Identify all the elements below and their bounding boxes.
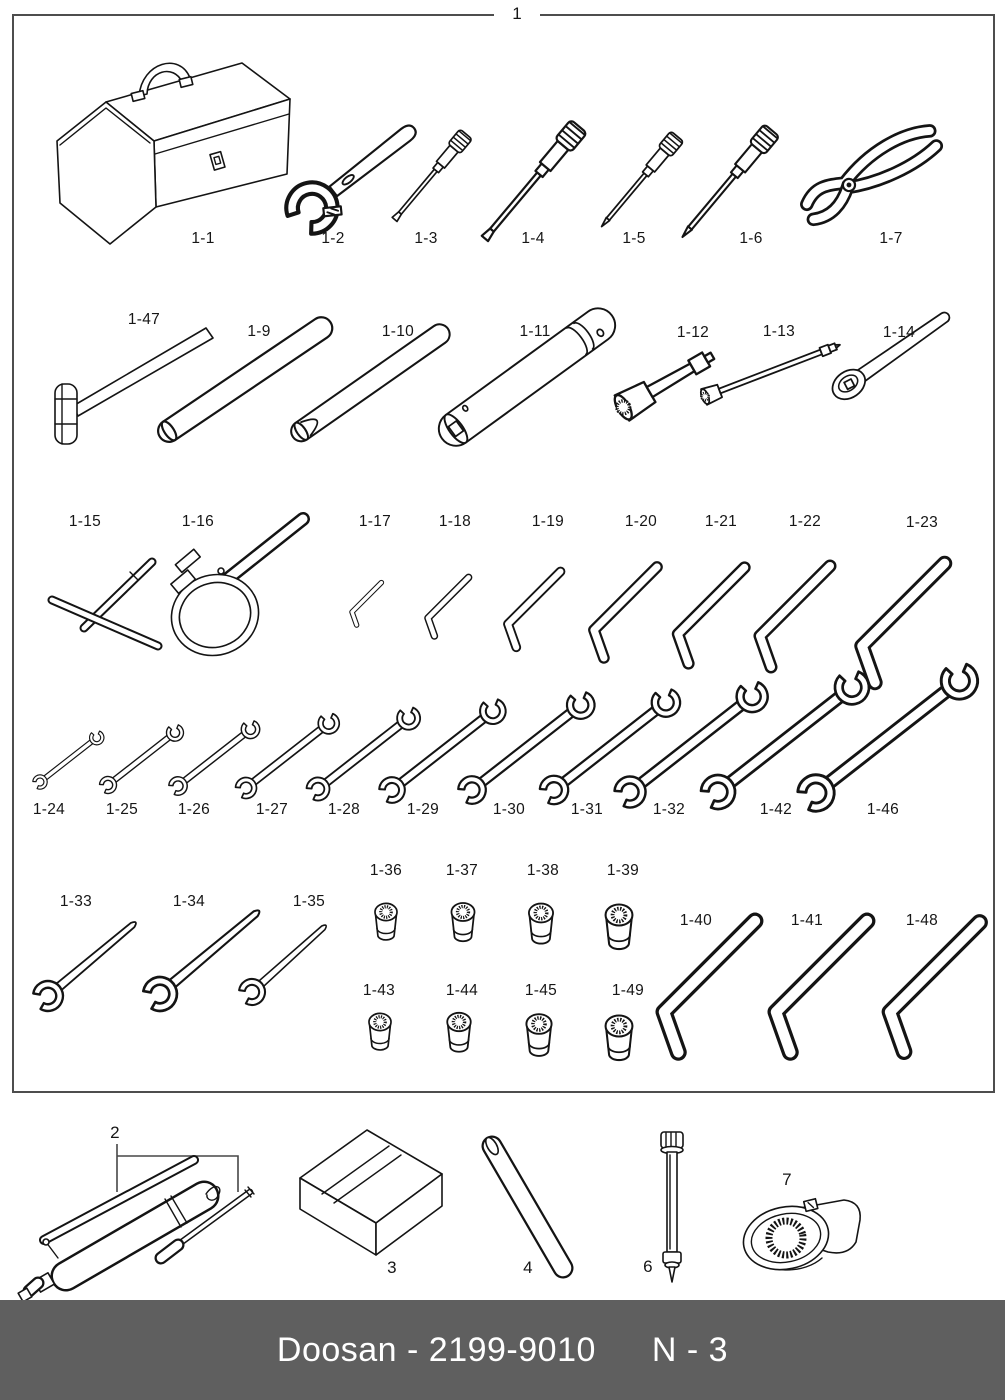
part-label-1-27: 1-27 (255, 801, 289, 818)
hex-key-illustration (760, 566, 830, 667)
open-end-wrench-illustration (693, 658, 883, 819)
hex-key-illustration (508, 572, 561, 648)
ring-adapter-illustration (737, 1199, 860, 1278)
part-label-1-31: 1-31 (570, 801, 604, 818)
toolbox-illustration (57, 63, 290, 244)
part-label-1-19: 1-19 (531, 513, 565, 530)
part-label-1-23: 1-23 (905, 514, 939, 531)
part-label-1-4: 1-4 (521, 230, 545, 247)
part-label-1-44: 1-44 (445, 982, 479, 999)
footer-page-code: N - 3 (651, 1330, 729, 1369)
hex-key-illustration (890, 922, 980, 1051)
part-label-1-34: 1-34 (172, 893, 206, 910)
open-end-wrench-illustration (29, 725, 109, 793)
screwdriver-phillips-small-illustration (595, 131, 683, 232)
hex-key-illustration (862, 563, 945, 682)
part-label-1-2: 1-2 (321, 230, 345, 247)
part-label-1-9: 1-9 (247, 323, 271, 340)
part-label-1-13: 1-13 (762, 323, 796, 340)
part-label-2: 2 (110, 1123, 120, 1142)
carton-box-illustration (300, 1130, 442, 1255)
hex-key-illustration (594, 567, 657, 658)
oil-filter-wrench-illustration (160, 519, 303, 668)
part-label-1-40: 1-40 (679, 912, 713, 929)
hex-key-illustration (664, 921, 755, 1052)
part-label-1-32: 1-32 (652, 801, 686, 818)
open-end-wrench-illustration (373, 689, 516, 810)
part-label-1-14: 1-14 (882, 324, 916, 341)
grease-gun-illustration (18, 1160, 220, 1302)
part-label-1-35: 1-35 (292, 893, 326, 910)
part-label-1-36: 1-36 (369, 862, 403, 879)
open-end-wrench-illustration (301, 699, 429, 808)
hex-key-illustration (428, 577, 469, 636)
part-label-1-11: 1-11 (519, 323, 551, 340)
open-end-wrench-illustration (533, 678, 691, 813)
part-label-1-16: 1-16 (181, 513, 215, 530)
part-label-1-17: 1-17 (358, 513, 392, 530)
part-label-1-46: 1-46 (866, 801, 900, 818)
footer-doc-code: Doosan - 2199-9010 (276, 1330, 596, 1369)
part-label-1-47: 1-47 (127, 311, 161, 328)
socket-illustration (606, 1016, 633, 1061)
part-label-3: 3 (387, 1258, 397, 1277)
part-label-1-48: 1-48 (905, 912, 939, 929)
part-label-1-37: 1-37 (445, 862, 479, 879)
single-open-end-wrench-illustration (25, 909, 148, 1020)
open-end-wrench-illustration (452, 682, 606, 813)
t-handle-wrench-illustration (52, 562, 158, 646)
part-label-1-29: 1-29 (406, 801, 440, 818)
part-label-1-20: 1-20 (624, 513, 658, 530)
part-label-1-5: 1-5 (622, 230, 646, 247)
socket-illustration (529, 904, 553, 944)
hex-key-illustration (678, 568, 745, 664)
socket-illustration (451, 903, 474, 941)
tube-illustration (483, 1135, 563, 1268)
part-label-1-28: 1-28 (327, 801, 361, 818)
socket-extension-short-illustration (610, 343, 719, 423)
part-label-1-7: 1-7 (879, 230, 903, 247)
kit-callout-label: 1 (512, 4, 522, 23)
socket-illustration (526, 1014, 551, 1056)
part-label-4: 4 (523, 1258, 533, 1277)
part-label-1-26: 1-26 (177, 801, 211, 818)
screwdriver-flat-large-illustration (477, 120, 587, 246)
hex-key-illustration (776, 921, 867, 1052)
part-label-7: 7 (782, 1170, 792, 1189)
part-label-1-39: 1-39 (606, 862, 640, 879)
pliers-illustration (801, 121, 940, 225)
part-label-1-30: 1-30 (492, 801, 526, 818)
open-end-wrench-illustration (789, 650, 992, 823)
part-label-1-12: 1-12 (676, 324, 710, 341)
open-end-wrench-illustration (607, 670, 780, 817)
socket-illustration (447, 1013, 471, 1052)
part-label-1-45: 1-45 (524, 982, 558, 999)
single-open-end-wrench-illustration (232, 914, 337, 1013)
part-label-6: 6 (643, 1257, 653, 1276)
screwdriver-phillips-large-illustration (675, 124, 780, 243)
open-end-wrench-illustration (96, 718, 191, 799)
part-label-1-41: 1-41 (790, 912, 824, 929)
part-label-1-22: 1-22 (788, 513, 822, 530)
ratchet-handle-illustration (827, 304, 956, 406)
part-label-1-38: 1-38 (526, 862, 560, 879)
part-label-1-25: 1-25 (105, 801, 139, 818)
part-label-1-10: 1-10 (381, 323, 415, 340)
socket-illustration (375, 903, 397, 940)
part-label-1-15: 1-15 (68, 513, 102, 530)
hex-key-illustration (352, 583, 381, 625)
socket-illustration (606, 905, 633, 950)
part-label-1-6: 1-6 (739, 230, 763, 247)
part-label-1-33: 1-33 (59, 893, 93, 910)
part-label-1-3: 1-3 (414, 230, 438, 247)
adjustable-wrench-illustration (271, 103, 432, 248)
part-label-1-18: 1-18 (438, 513, 472, 530)
footer-bar (0, 1300, 1005, 1400)
socket-illustration (369, 1013, 391, 1050)
part-label-1-43: 1-43 (362, 982, 396, 999)
part-label-1-24: 1-24 (32, 801, 66, 818)
part-label-1-1: 1-1 (191, 230, 215, 247)
threaded-rod-illustration (661, 1132, 683, 1282)
part-label-1-42: 1-42 (759, 801, 793, 818)
socket-extension-long-illustration (699, 337, 843, 406)
part-label-1-49: 1-49 (611, 982, 645, 999)
part-label-1-21: 1-21 (704, 513, 738, 530)
